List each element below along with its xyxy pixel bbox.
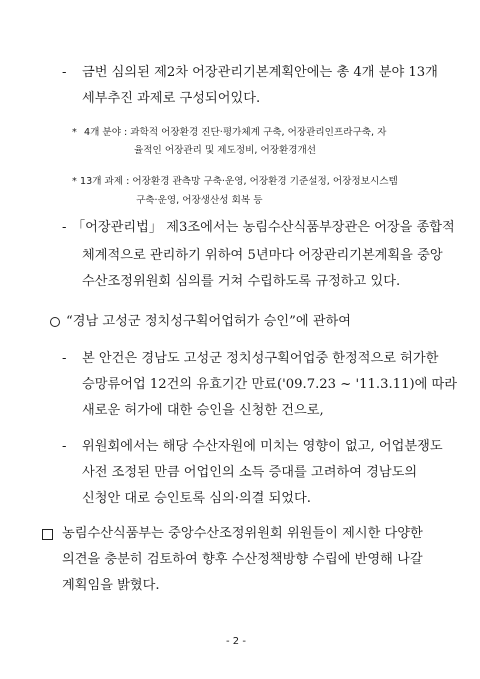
paragraph-line: 위원회에서는 해당 수산자원에 미치는 영향이 없고, 어업분쟁도 — [82, 439, 443, 454]
section-heading: “경남 고성군 정치성구획어업허가 승인”에 관하여 — [66, 314, 352, 329]
dash-marker: - — [62, 351, 67, 366]
note-line: 13개 과제 : 어장환경 관측망 구축·운영, 어장환경 기준설정, 어장정보시스템 — [80, 176, 398, 187]
paragraph-line: 수산조정위원회 심의를 거쳐 수립하도록 규정하고 있다. — [82, 274, 401, 289]
page-number: - 2 - — [226, 636, 246, 647]
paragraph-line: 새로운 허가에 대한 승인을 신청한 건으로, — [82, 403, 324, 418]
square-bullet-icon — [42, 529, 53, 540]
note-line: 구축·운영, 어장생산성 회복 등 — [136, 195, 263, 206]
dash-marker: - — [62, 439, 67, 454]
paragraph-line: 신청안 대로 승인토록 심의·의결 되었다. — [82, 491, 311, 506]
paragraph-line: 계획임을 밝혔다. — [62, 578, 160, 593]
paragraph-line: 본 안건은 경남도 고성군 정치성구획어업중 한정적으로 허가한 — [82, 351, 439, 366]
dash-marker: - — [62, 220, 67, 235]
paragraph-line: 농림수산식품부는 중앙수산조정위원회 위원들이 제시한 다양한 — [62, 526, 423, 541]
paragraph-line: 승망류어업 12건의 유효기간 만료('09.7.23 ~ '11.3.11)에 따라 — [82, 377, 458, 392]
paragraph-line: 「어장관리법」 제3조에서는 농림수산식품부장관은 어장을 종합적 — [72, 220, 455, 235]
note-marker: * — [72, 127, 77, 138]
note-marker: * — [72, 176, 77, 187]
dash-marker: - — [62, 65, 67, 80]
paragraph-line: 사전 조정된 만큼 어업인의 소득 증대를 고려하여 경남도의 — [82, 465, 418, 480]
circle-bullet-icon — [50, 317, 60, 327]
note-line: 4개 분야 : 과학적 어장환경 진단·평가체계 구축, 어장관리인프라구축, 자 — [84, 127, 387, 138]
paragraph-line: 금번 심의된 제2차 어장관리기본계획안에는 총 4개 분야 13개 — [82, 65, 438, 80]
paragraph-line: 세부추진 과제로 구성되어있다. — [82, 91, 261, 106]
note-line: 율적인 어장관리 및 제도정비, 어장환경개선 — [134, 145, 317, 156]
paragraph-line: 의견을 충분히 검토하여 향후 수산정책방향 수립에 반영해 나갈 — [62, 552, 423, 567]
paragraph-line: 체계적으로 관리하기 위하여 5년마다 어장관리기본계획을 중앙 — [82, 248, 443, 263]
